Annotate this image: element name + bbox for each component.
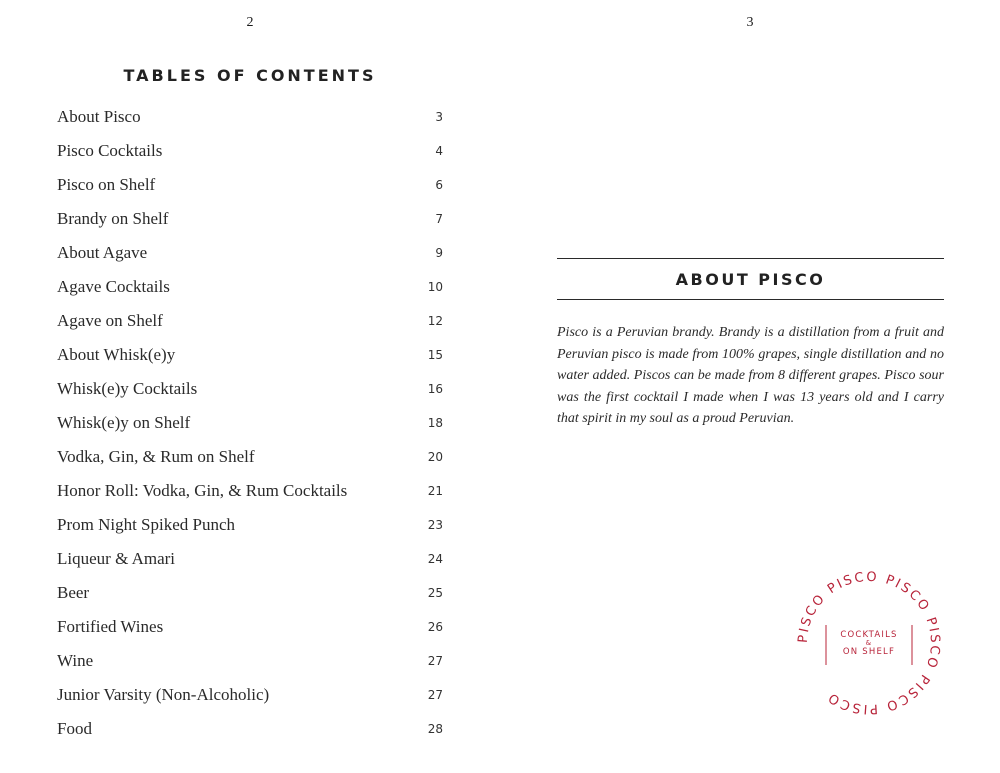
pisco-logo-badge: [774, 548, 964, 738]
toc-entry-label: Junior Varsity (Non-Alcoholic): [57, 685, 270, 704]
page-number-right: 3: [746, 15, 754, 30]
toc-entry-label: Beer: [57, 583, 90, 602]
toc-entry-page: 9: [435, 246, 443, 260]
toc-entry[interactable]: [57, 644, 443, 678]
toc-entry-page: 16: [427, 382, 443, 396]
badge-ring-text: PISCO PISCO PISCO PISCO PISCO PISCO: [795, 569, 943, 717]
toc-entry-page: 12: [427, 314, 443, 328]
toc-entry-page: 10: [427, 280, 443, 294]
badge-line-on-shelf: ON SHELF: [842, 646, 896, 657]
toc-entry[interactable]: [57, 372, 443, 406]
toc-entry-label: Food: [57, 719, 92, 738]
toc-entry[interactable]: [57, 576, 443, 610]
toc-entry-page: 21: [427, 484, 443, 498]
toc-entry-page: 6: [435, 178, 443, 192]
toc-entry[interactable]: [57, 474, 443, 508]
toc-entry[interactable]: [57, 270, 443, 304]
badge-line-ampersand: &: [865, 638, 873, 647]
toc-entry[interactable]: [57, 610, 443, 644]
toc-entry-page: 3: [435, 110, 443, 124]
toc-entry-page: 25: [427, 586, 443, 600]
toc-entry-label: Fortified Wines: [57, 617, 164, 636]
toc-entry[interactable]: [57, 678, 443, 712]
badge-center-text: [819, 623, 919, 663]
toc-entry-page: 15: [427, 348, 443, 362]
bottom-rule: [557, 299, 944, 300]
toc-entry-label: Pisco on Shelf: [57, 175, 156, 194]
toc-entry[interactable]: [57, 406, 443, 440]
toc-entry[interactable]: [57, 100, 443, 134]
toc-entry[interactable]: [57, 202, 443, 236]
toc-entry-label: Brandy on Shelf: [57, 209, 169, 228]
toc-entry-label: Vodka, Gin, & Rum on Shelf: [57, 447, 255, 466]
toc-entry-label: Whisk(e)y on Shelf: [57, 413, 191, 432]
toc-entry-label: About Whisk(e)y: [57, 345, 176, 364]
toc-entry-page: 20: [427, 450, 443, 464]
section-body: Pisco is a Peruvian brandy. Brandy is a distillation from a fruit and Peruvian pisco is made from 100% grapes, single distillation and no water added. Piscos can be made from 8 different grapes. Pisco sour was the first cocktail I made when I was 13 years old and I carry that spirit in my soul as a proud Peruvian.: [557, 325, 944, 426]
right-page: [500, 0, 1000, 773]
toc-entry[interactable]: [57, 712, 443, 746]
toc-entry-label: Agave on Shelf: [57, 311, 163, 330]
toc-entry-page: 24: [427, 552, 443, 566]
toc-entry-label: Honor Roll: Vodka, Gin, & Rum Cocktails: [57, 481, 348, 500]
badge-line-cocktails: COCKTAILS: [840, 629, 898, 640]
toc-entry-page: 23: [427, 518, 443, 532]
toc-entry-label: About Agave: [57, 243, 148, 262]
toc-entry-page: 27: [427, 654, 443, 668]
toc-entry-page: 18: [427, 416, 443, 430]
toc-entry-page: 4: [435, 144, 443, 158]
toc-list: [57, 100, 443, 746]
toc-entry-page: 27: [427, 688, 443, 702]
toc-entry[interactable]: [57, 168, 443, 202]
toc-entry-label: Agave Cocktails: [57, 277, 170, 296]
toc-entry-page: 28: [427, 722, 443, 736]
page-number-left: 2: [246, 15, 254, 30]
toc-entry-label: Wine: [57, 651, 94, 670]
toc-entry[interactable]: [57, 338, 443, 372]
toc-entry-label: Prom Night Spiked Punch: [57, 515, 236, 534]
toc-entry-label: Pisco Cocktails: [57, 141, 163, 160]
toc-entry[interactable]: [57, 304, 443, 338]
toc-title: TABLES OF CONTENTS: [123, 66, 377, 85]
toc-entry-label: Liqueur & Amari: [57, 549, 176, 568]
about-pisco-section: [557, 258, 944, 430]
toc-entry[interactable]: [57, 508, 443, 542]
toc-entry-page: 26: [427, 620, 443, 634]
toc-entry-page: 7: [435, 212, 443, 226]
toc-entry[interactable]: [57, 236, 443, 270]
toc-entry-label: Whisk(e)y Cocktails: [57, 379, 198, 398]
toc-entry[interactable]: [57, 134, 443, 168]
toc-entry[interactable]: [57, 440, 443, 474]
toc-entry-label: About Pisco: [57, 107, 141, 126]
toc-entry[interactable]: [57, 542, 443, 576]
section-heading: ABOUT PISCO: [675, 270, 826, 289]
